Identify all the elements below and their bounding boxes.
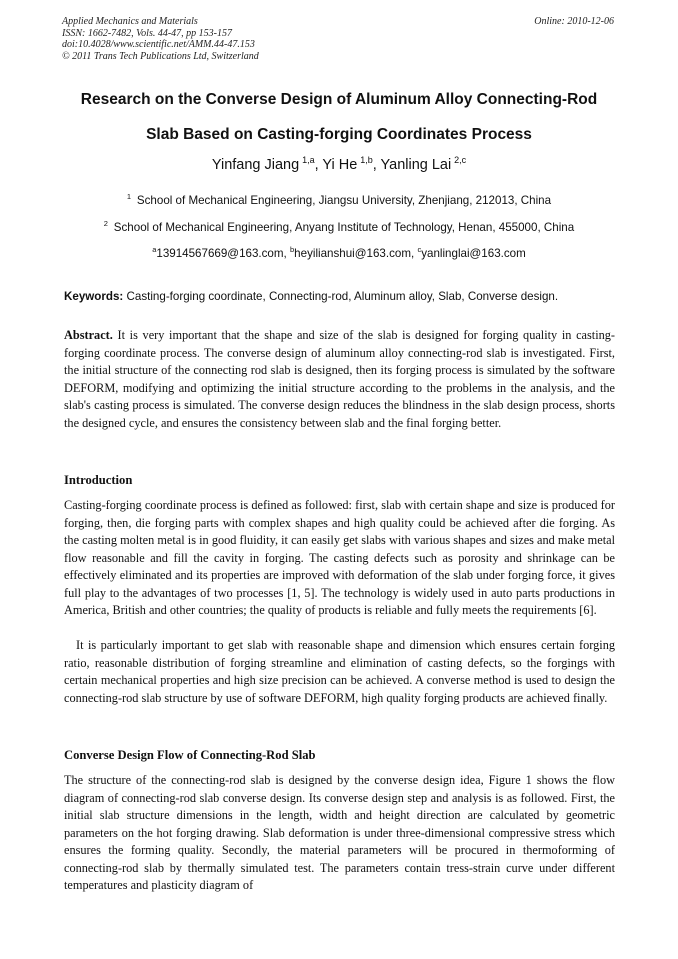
- affiliation-text: School of Mechanical Engineering, Jiangsu University, Zhenjiang, 212013, China: [136, 194, 552, 207]
- author-separator: ,: [314, 157, 323, 173]
- email-mark: b: [290, 245, 295, 254]
- section-heading-introduction: Introduction: [64, 473, 133, 487]
- author: [212, 157, 323, 173]
- author-affiliation-mark: 1,b: [360, 155, 373, 165]
- paper-title-line-1: Research on the Converse Design of Aluminum Alloy Connecting-Rod: [80, 91, 598, 108]
- author-affiliation-mark: 1,a: [302, 155, 315, 165]
- introduction-paragraph-1: Casting-forging coordinate process is defined as followed: first, slab with certain shape and size is produced for forging, then, die forging parts with complex shapes and high quality could be achieved after die forging. As the casting molten metal is in good fluidity, it can easily get slabs with various shapes and sizes and make metal flow reasonable and fill the cavity in forging. The casting defects such as porosity and shrinkage can be effectively eliminated and its properties are improved with deformation of the slab under forging force, it gives full play to the advantages of two processes [1, 5]. The technology is widely used in auto parts productions in America, British and other countries; the quality of products is reliable and fully meets the requirements [6].: [64, 498, 615, 617]
- journal-header: [62, 16, 259, 62]
- affiliation-mark: 2: [103, 219, 108, 228]
- issn-line: ISSN: 1662-7482, Vols. 44-47, pp 153-157: [62, 27, 232, 39]
- abstract: [64, 327, 615, 432]
- email-address[interactable]: 13914567669@163.com: [156, 247, 284, 260]
- affiliation-mark: 1: [126, 192, 132, 201]
- design-flow-paragraph-1: The structure of the connecting-rod slab is designed by the converse design idea, Figure 1 shows the flow diagram of connecting-rod slab converse design. Its converse design step and analysis is as followed. First, the initial slab structure dimensions in the length, width and height direction are calculated by geometric parameters on the hot forging drawing. Slab deformation is under three-dimensional compressive stress which ensures the forming quality. Secondly, the material parameters will be procured in thermoforming of connecting-rod slab by thermally simulated test. The parameters contain tress-strain curve under different temperatures and plasticity diagram of: [64, 773, 615, 892]
- email-address[interactable]: heyilianshui@163.com: [294, 247, 411, 260]
- keywords: [64, 290, 616, 303]
- abstract-label: Abstract.: [64, 328, 113, 342]
- email-line: [40, 247, 638, 260]
- author-name: Yinfang Jiang: [211, 157, 300, 173]
- author: [322, 157, 380, 173]
- email-mark: a: [152, 245, 157, 254]
- affiliation-text: School of Mechanical Engineering, Anyang Institute of Technology, Henan, 455000, China: [113, 221, 575, 234]
- email-mark: c: [417, 245, 422, 254]
- author-list: [40, 157, 638, 173]
- affiliation-2: [40, 221, 638, 234]
- author-affiliation-mark: 2,c: [454, 155, 467, 165]
- section-heading-design-flow: Converse Design Flow of Connecting-Rod Slab: [64, 748, 316, 762]
- email-separator: ,: [411, 247, 418, 260]
- copyright-line: © 2011 Trans Tech Publications Ltd, Switzerland: [62, 50, 259, 62]
- author: [381, 157, 467, 173]
- keywords-text: Casting-forging coordinate, Connecting-rod, Aluminum alloy, Slab, Converse design.: [126, 290, 559, 303]
- email-separator: ,: [283, 247, 290, 260]
- online-date: Online: 2010-12-06: [534, 16, 614, 27]
- journal-name: Applied Mechanics and Materials: [62, 16, 198, 27]
- keywords-label: Keywords:: [64, 290, 124, 303]
- email-address[interactable]: yanlinglai@163.com: [421, 247, 526, 260]
- doi-line: doi:10.4028/www.scientific.net/AMM.44-47.153: [62, 39, 255, 50]
- author-name: Yanling Lai: [380, 157, 452, 173]
- author-separator: ,: [372, 157, 381, 173]
- author-name: Yi He: [322, 157, 358, 173]
- introduction-paragraph-2: It is particularly important to get slab with reasonable shape and dimension which ensures certain forging ratio, reasonable distribution of forging streamline and elimination of casting defects, so the forgings with certain mechanical properties and high size precision can be achieved. A converse method is used to design the connecting-rod slab structure by use of software DEFORM, high quality forging products are achieved finally.: [64, 638, 615, 705]
- abstract-text: It is very important that the shape and size of the slab is designed for forging quality in casting-forging coordinate process. The converse design of aluminum alloy connecting-rod slab is investigated. First, the initial structure of the connecting rod slab is designed, then its forging process is simulated by the software DEFORM, modifying and optimizing the initial structure according to the problems in the analysis, and the slab's casting process is simulated. The converse design reduces the blindness in the slab design process, shorts the designed cycle, and ensures the consistency between slab and the final forging better.: [64, 328, 616, 430]
- paper-title-line-2: Slab Based on Casting-forging Coordinates Process: [146, 126, 532, 143]
- affiliation-1: [40, 194, 638, 207]
